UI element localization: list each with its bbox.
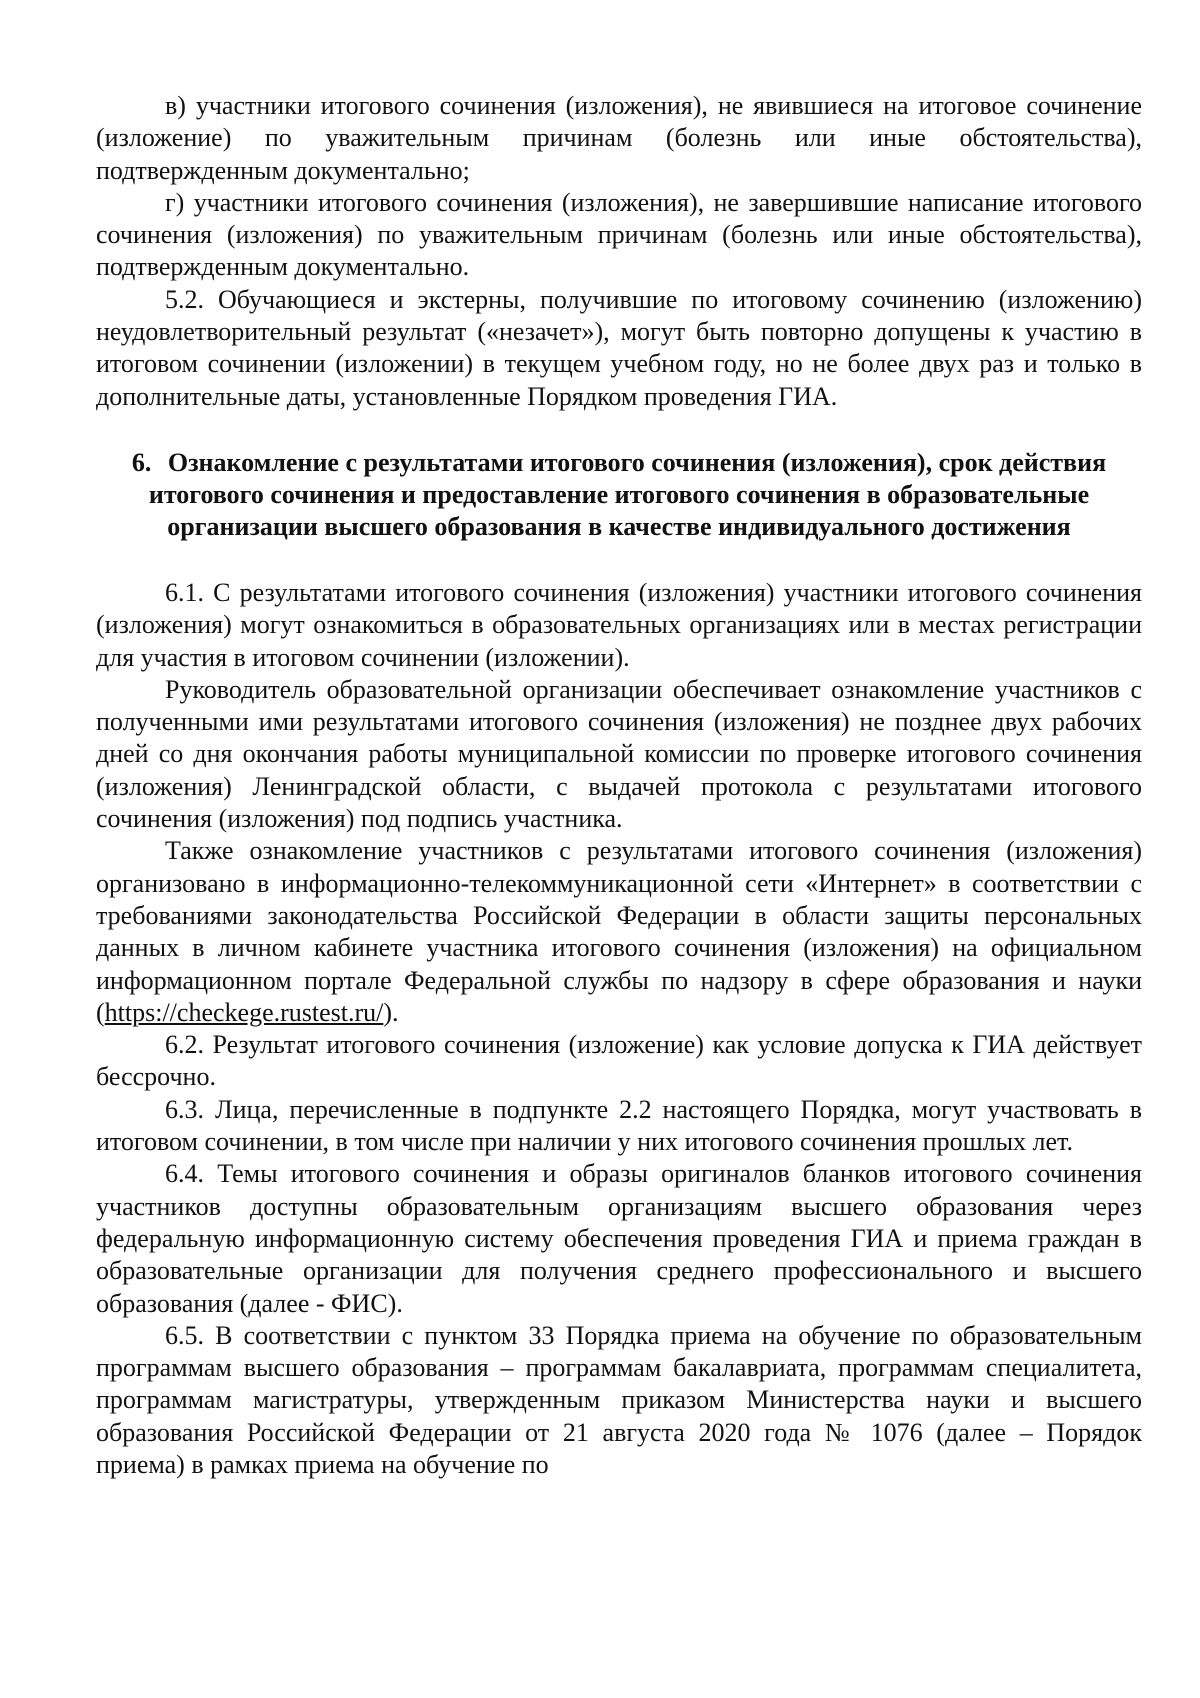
document-page [96,90,1142,1481]
paragraph-5-2: 5.2. Обучающиеся и экстерны, получившие по итоговому сочинению (изложению) неудовлетворительный результат («незачет»), могут быть повторно допущены к участию в итоговом сочинении (изложении) в текущем учебном году, но не более двух раз и только в дополнительные даты, установленные Порядком проведения ГИА. [96,284,1142,411]
section-title: Ознакомление с результатами итогового сочинения (изложения), срок действия итогового сочинения и предоставление итогового сочинения в образовательные организации высшего образования в качестве индивидуального достижения [148,447,1107,541]
paragraph-internet [96,835,1142,1029]
paragraph-v: в) участники итогового сочинения (изложения), не явившиеся на итоговое сочинение (изложение) по уважительным причинам (болезнь или иные обстоятельства), подтвержденным документально; [96,91,1142,185]
paragraph-6-4: 6.4. Темы итогового сочинения и образы оригиналов бланков итогового сочинения участников доступны образовательным организациям высшего образования через федеральную информационную систему обеспечения проведения ГИА и приема граждан в образовательные организации для получения среднего профессионального и высшего образования (далее - ФИС). [96,1159,1142,1318]
paragraph-internet-text: Также ознакомление участников с результатами итогового сочинения (изложения) организовано в информационно-телекоммуникационной сети «Интернет» в соответствии с требованиями законодательства Российской Федерации в области защиты персональных данных в личном кабинете участника итогового сочинения (изложения) на официальном информационном портале Федеральной службы по надзору в сфере образования и науки ( [96,836,1142,1027]
paragraph-g: г) участники итогового сочинения (изложения), не завершившие написание итогового сочинения (изложения) по уважительным причинам (болезнь или иные обстоятельства), подтвержденным документально. [96,187,1142,282]
paragraph-6-3: 6.3. Лица, перечисленные в подпункте 2.2 настоящего Порядка, могут участвовать в итоговом сочинении, в том числе при наличии у них итогового сочинения прошлых лет. [96,1094,1142,1157]
section-number: 6. [131,447,152,477]
section-heading [96,447,1142,543]
paragraph-head-of-organization: Руководитель образовательной организации обеспечивает ознакомление участников с полученными ими результатами итогового сочинения (изложения) не позднее двух рабочих дней со дня окончания работы муниципальной комиссии по проверке итогового сочинения (изложения) Ленинградской области, с выдачей протокола с результатами итогового сочинения (изложения) под подпись участника. [96,674,1142,834]
paragraph-6-2: 6.2. Результат итогового сочинения (изложение) как условие допуска к ГИА действует бессрочно. [96,1030,1142,1092]
checkege-link[interactable]: https://checkege.rustest.ru/ [104,997,384,1027]
paragraph-6-1: 6.1. С результатами итогового сочинения (изложения) участники итогового сочинения (изложения) могут ознакомиться в образовательных организациях или в местах регистрации для участия в итоговом сочинении (изложении). [96,577,1142,672]
paragraph-internet-end: ). [383,997,399,1027]
paragraph-6-5: 6.5. В соответствии с пунктом 33 Порядка приема на обучение по образовательным программам высшего образования – программам бакалавриата, программам специалитета, программам магистратуры, утвержденным приказом Министерства науки и высшего образования Российской Федерации от 21 августа 2020 года № 1076 (далее – Порядок приема) в рамках приема на обучение по [96,1320,1142,1479]
